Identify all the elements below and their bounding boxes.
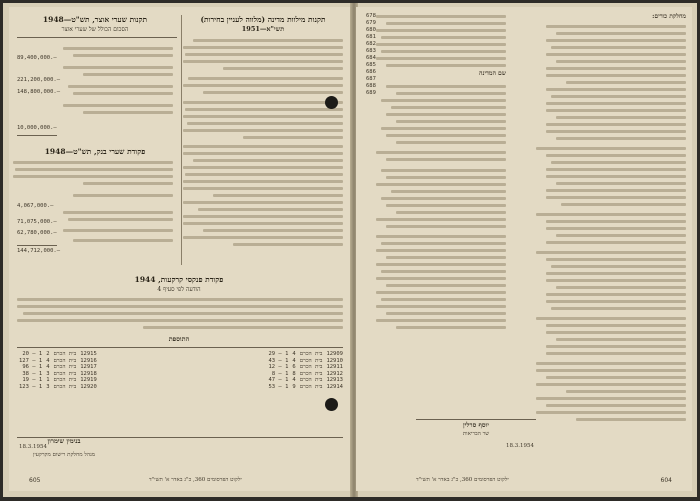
side-number: 684: [366, 55, 376, 61]
document-spread: [3, 3, 697, 497]
table-cell: 4: [292, 377, 296, 384]
side-number: 686: [366, 69, 376, 75]
table-cell: 1 — 20: [22, 351, 43, 357]
table-cell: 12913: [326, 377, 343, 384]
table-cell: 12910: [326, 357, 343, 364]
column-heading: שם המדינה: [479, 70, 506, 77]
section-title-land: פקודת פנקסי קרקעות, 1944: [134, 275, 224, 284]
table-cell: 12916: [80, 357, 97, 364]
amount-3: 148,800,000.—: [17, 89, 61, 95]
table-cell: 1 — 12: [268, 364, 289, 371]
table-row: [267, 377, 346, 384]
table-row: [17, 384, 99, 391]
table-row: [17, 364, 99, 371]
land-text: [17, 297, 343, 333]
binder-hole: [325, 398, 338, 411]
table-cell: 12920: [80, 383, 97, 390]
table-cell: 12917: [80, 364, 97, 371]
table-cell: 6: [292, 364, 296, 371]
amount-7: 62,780,000.—: [17, 230, 57, 236]
right-column-list: [536, 21, 686, 441]
table-cell: בית הכרם: [53, 383, 77, 390]
table-cell: 12914: [326, 383, 343, 390]
table-cell: 9: [292, 383, 296, 390]
section-subtitle-loans: תשי"א—1951: [241, 25, 285, 33]
table-cell: 1 — 96: [22, 364, 43, 371]
table-cell: 4: [292, 351, 296, 357]
table-cell: 4: [292, 357, 296, 364]
amount-4: 10,000,000.—: [17, 125, 57, 131]
section-title-loans: תקנות מילוות מדינה (מלווה לעניין בחירות): [200, 15, 326, 24]
section-title-treasury: תקנות שערי אוצר, תש"ט—1948: [42, 15, 148, 24]
table-cell: בית הכרם: [299, 357, 323, 364]
table-cell: 12915: [80, 351, 97, 357]
table-row: [267, 384, 346, 391]
right-page: [356, 7, 692, 491]
rule: [416, 419, 536, 420]
page-number: 605: [29, 477, 41, 484]
table-cell: 12911: [326, 364, 343, 371]
table-cell: 3: [46, 370, 50, 377]
table-cell: בית הכרם: [53, 364, 77, 371]
table-cell: 4: [46, 364, 50, 371]
table-cell: 1 — 8: [271, 370, 289, 377]
signature-title: מנהל מחלקת רישום מקרקעין: [32, 452, 96, 458]
table-cell: 12918: [80, 370, 97, 377]
signature-title: שר הבריאות: [462, 431, 490, 437]
left-column-list: [366, 13, 526, 343]
table-row: [17, 358, 99, 365]
side-number-column: [366, 13, 376, 97]
table-row: [267, 364, 346, 371]
page-number: 604: [660, 477, 672, 484]
table-cell: 1 — 43: [268, 357, 289, 364]
table-row: [17, 377, 99, 384]
table-cell: 12912: [326, 370, 343, 377]
section-title-bank: פקודת שערי בנק, תש"ט—1948: [44, 147, 146, 156]
table-cell: בית הכרם: [53, 351, 77, 357]
footer-note: ילקוט הפרסומים 360, כ"ג באדר א' תשי"ד: [416, 477, 509, 483]
list-header: מחלקת כורים:: [652, 13, 686, 20]
side-number: 678: [366, 13, 376, 19]
rule: [17, 347, 343, 348]
table-cell: בית הכרם: [299, 383, 323, 390]
table-cell: 1: [46, 377, 50, 384]
table-row: [267, 371, 346, 378]
section-subtitle-land: הודעה לפי סעיף 4: [157, 286, 201, 293]
footer-note: ילקוט הפרסומים 360, כ"ג באדר א' תשי"ד: [149, 477, 242, 483]
side-number: 681: [366, 34, 376, 40]
table-header: התוספת: [168, 335, 190, 343]
table-cell: 1 — 19: [22, 377, 43, 384]
amount-8: 144,712,000.—: [17, 248, 61, 254]
table-cell: 1 — 47: [268, 377, 289, 384]
bank-text: [13, 159, 177, 269]
table-cell: בית הכרם: [299, 377, 323, 384]
rule: [17, 37, 177, 38]
table-cell: 12919: [80, 377, 97, 384]
side-number: 688: [366, 83, 376, 89]
table-cell: בית הכרם: [53, 370, 77, 377]
table-cell: 1 — 29: [268, 351, 289, 357]
amount-5: 4,067,000.—: [17, 203, 54, 209]
amount-1: 89,400,000.—: [17, 55, 57, 61]
side-number: 680: [366, 27, 376, 33]
table-cell: בית הכרם: [299, 351, 323, 357]
table-cell: 1 — 123: [19, 383, 43, 390]
table-cell: בית הכרם: [299, 370, 323, 377]
amount-2: 221,200,000.—: [17, 77, 61, 83]
side-number: 683: [366, 48, 376, 54]
side-number: 682: [366, 41, 376, 47]
table-cell: 1 — 38: [22, 370, 43, 377]
column-divider: [181, 15, 182, 265]
table-cell: 2: [46, 351, 50, 357]
date: 18.3.1954: [506, 443, 534, 449]
side-number: 689: [366, 90, 376, 96]
left-page: [9, 7, 351, 491]
amount-6: 71,075,000.—: [17, 219, 57, 225]
table-cell: 3: [46, 383, 50, 390]
table-cell: בית הכרם: [299, 364, 323, 371]
signature-name: יוסף סרלין: [463, 421, 489, 429]
side-number: 685: [366, 62, 376, 68]
table-row: [17, 351, 99, 358]
land-table-left: [17, 351, 99, 391]
table-row: [267, 351, 346, 358]
table-cell: 8: [292, 370, 296, 377]
table-row: [267, 358, 346, 365]
table-cell: 4: [46, 357, 50, 364]
section-subtitle-treasury: הסכום הכולל של שערי אוצר: [61, 26, 129, 33]
signature-name: בנימין שימרון: [47, 437, 81, 445]
table-cell: 1 — 53: [268, 383, 289, 390]
side-number: 679: [366, 20, 376, 26]
date: 18.3.1954: [19, 444, 47, 450]
treasury-table: [13, 41, 177, 141]
side-number: 687: [366, 76, 376, 82]
table-cell: 12909: [326, 351, 343, 357]
land-table-right: [267, 351, 346, 391]
table-cell: בית הכרם: [53, 357, 77, 364]
binder-hole: [325, 96, 338, 109]
table-cell: 1 — 127: [19, 357, 43, 364]
table-row: [17, 371, 99, 378]
table-cell: בית הכרם: [53, 377, 77, 384]
